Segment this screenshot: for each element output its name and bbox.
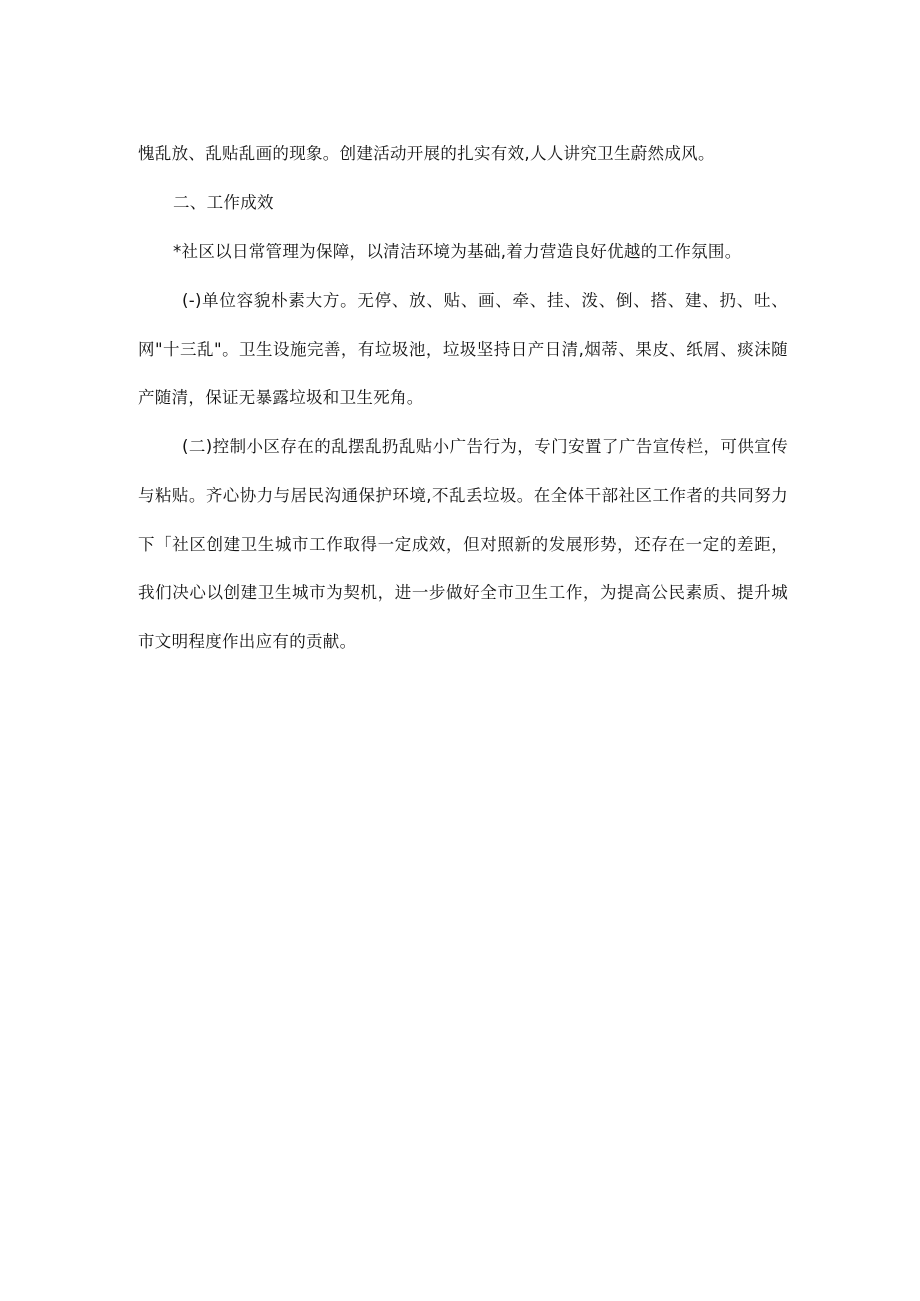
paragraph-line: 与粘贴。齐心协力与居民沟通保护环境,不乱丢垃圾。在全体干部社区工作者的共同努力 <box>138 486 788 505</box>
continuation-line: 愧乱放、乱贴乱画的现象。创建活动开展的扎实有效,人人讲究卫生蔚然成风。 <box>138 144 715 163</box>
paragraph-line: 网"十三乱"。卫生设施完善，有垃圾池，垃圾坚持日产日清,烟蒂、果皮、纸屑、痰沫随 <box>138 340 788 359</box>
paragraph-line: (二)控制小区存在的乱摆乱扔乱贴小广告行为，专门安置了广告宣传栏，可供宣传 <box>182 437 788 456</box>
paragraph-line: 市文明程度作出应有的贡献。 <box>138 632 357 651</box>
paragraph-line: (-)单位容貌朴素大方。无停、放、贴、画、牵、挂、泼、倒、搭、建、扔、吐、 <box>182 291 788 310</box>
intro-line: *社区以日常管理为保障，以清洁环境为基础,着力营造良好优越的工作氛围。 <box>173 242 742 261</box>
paragraph-line: 我们决心以创建卫生城市为契机，进一步做好全市卫生工作，为提高公民素质、提升城 <box>138 583 788 602</box>
paragraph-line: 下「社区创建卫生城市工作取得一定成效，但对照新的发展形势，还存在一定的差距， <box>138 535 788 554</box>
section-heading: 二、工作成效 <box>173 193 274 212</box>
paragraph-line: 产随清，保证无暴露垃圾和卫生死角。 <box>138 388 424 407</box>
